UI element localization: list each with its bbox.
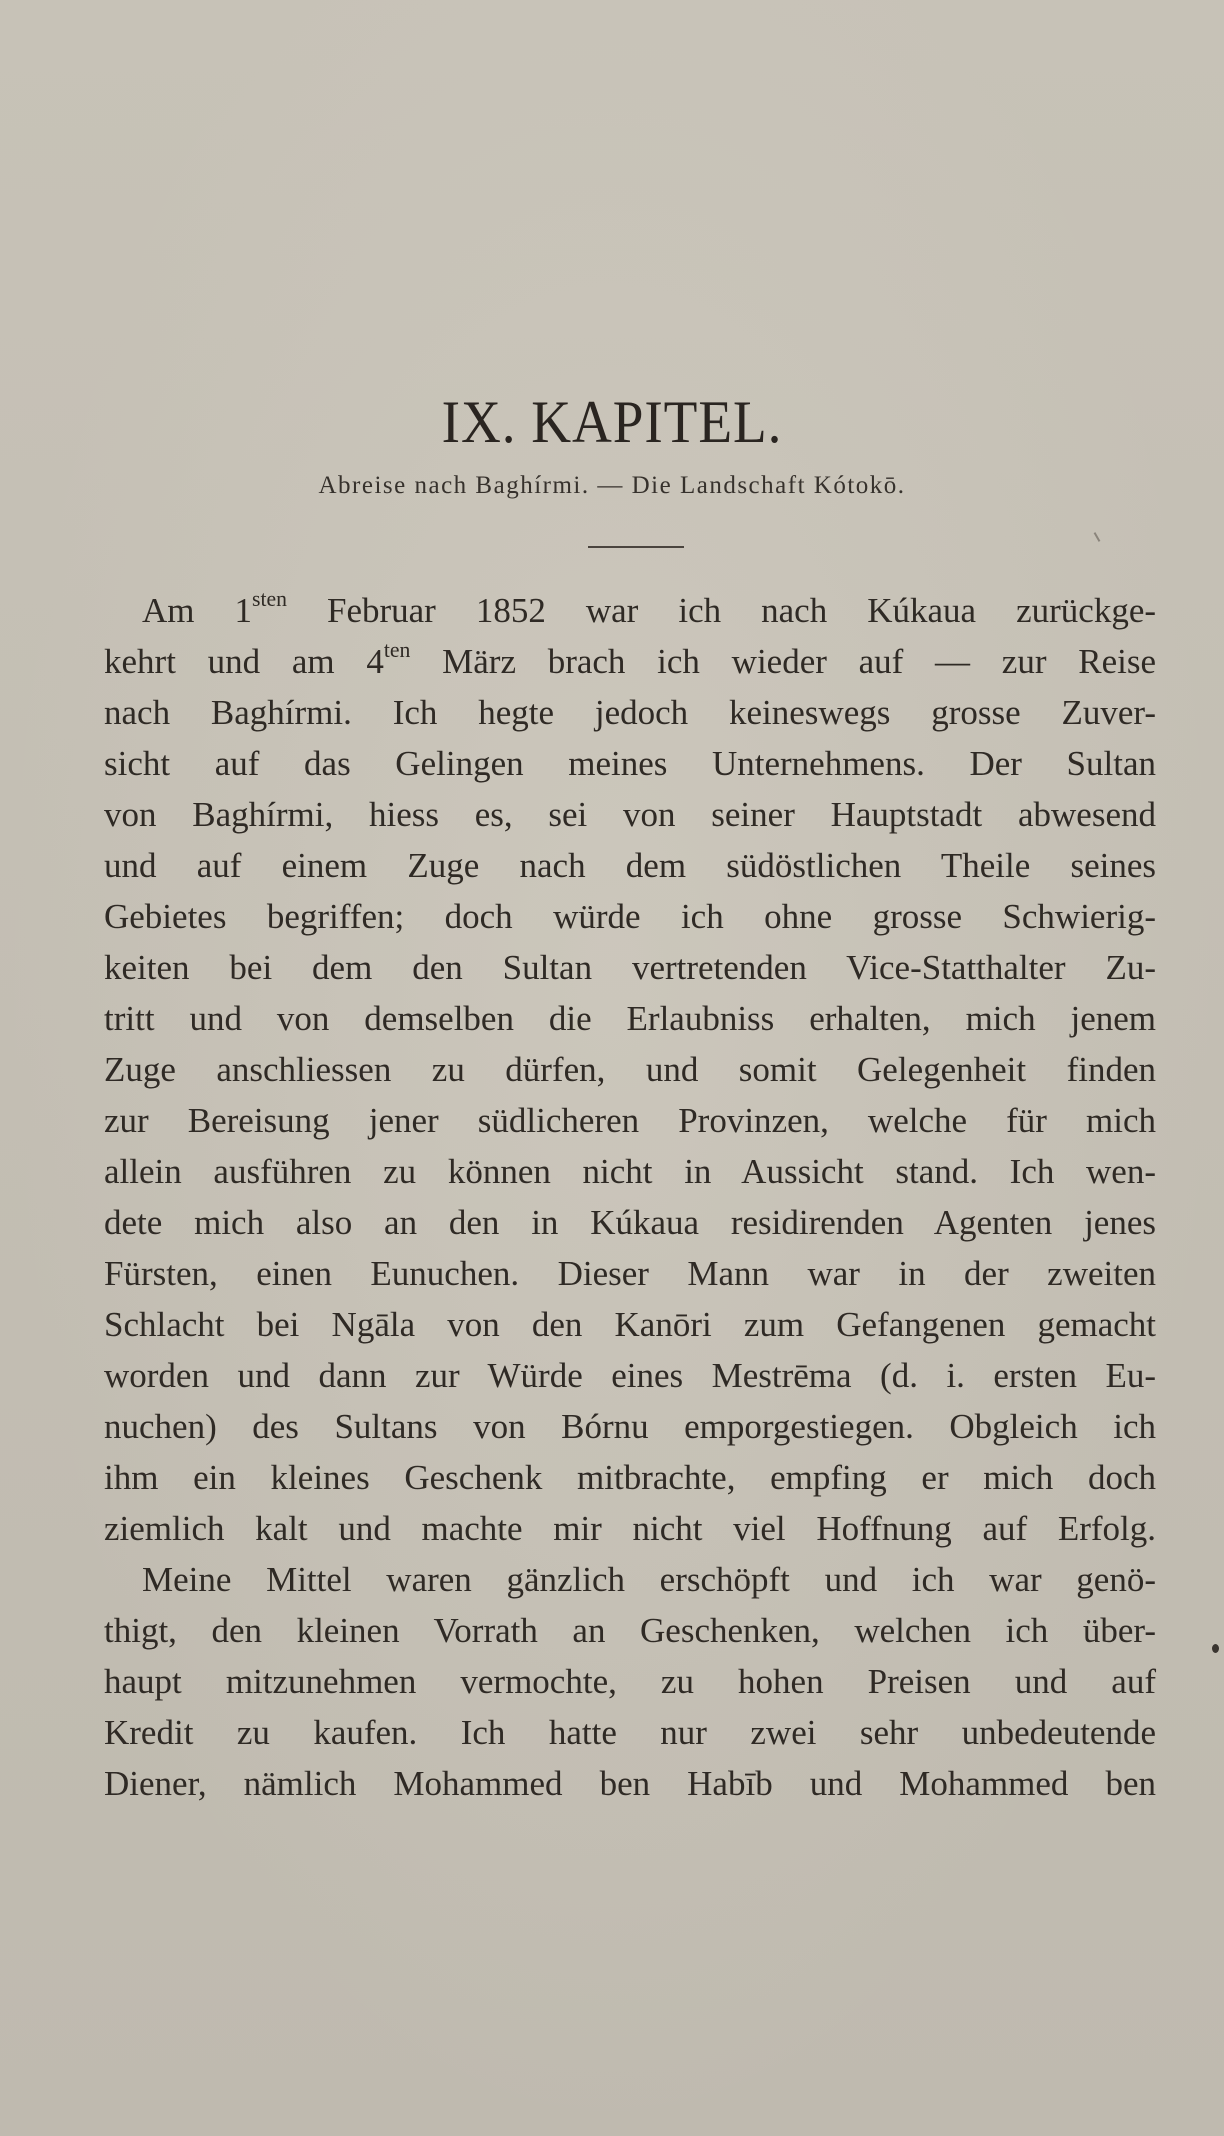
text-fragment: März brach ich wieder auf — zur Reise	[410, 642, 1156, 681]
body-text	[104, 585, 1156, 1809]
text-line: zur Bereisung jener südlicheren Provinzen, welche für mich	[104, 1101, 1156, 1140]
chapter-title: IX. KAPITEL.	[441, 389, 783, 455]
text-line: thigt, den kleinen Vorrath an Geschenken, welchen ich über-	[104, 1611, 1156, 1650]
text-line: keiten bei dem den Sultan vertretenden Vice-Statthalter Zu-	[104, 948, 1156, 987]
text-line: haupt mitzunehmen vermochte, zu hohen Preisen und auf	[104, 1662, 1156, 1701]
text-line: ziemlich kalt und machte mir nicht viel Hoffnung auf Erfolg.	[104, 1509, 1156, 1548]
text-line: sicht auf das Gelingen meines Unternehmens. Der Sultan	[104, 744, 1156, 783]
text-line: ihm ein kleines Geschenk mitbrachte, empfing er mich doch	[104, 1458, 1156, 1497]
text-fragment: Februar 1852 war ich nach Kúkaua zurückge-	[286, 591, 1157, 630]
text-fragment: Am 1	[142, 591, 253, 630]
text-line: und auf einem Zuge nach dem südöstlichen Theile seines	[104, 846, 1156, 885]
text-line: worden und dann zur Würde eines Mestrēma (d. i. ersten Eu-	[104, 1356, 1156, 1395]
text-line: tritt und von demselben die Erlaubniss erhalten, mich jenem	[104, 999, 1156, 1038]
text-line	[104, 585, 1156, 636]
paper-speck	[1094, 532, 1101, 542]
text-line: Gebietes begriffen; doch würde ich ohne grosse Schwierig-	[104, 897, 1156, 936]
text-line: allein ausführen zu können nicht in Aussicht stand. Ich wen-	[104, 1152, 1156, 1191]
text-line: Kredit zu kaufen. Ich hatte nur zwei sehr unbedeutende	[104, 1713, 1156, 1752]
text-line: Fürsten, einen Eunuchen. Dieser Mann war in der zweiten	[104, 1254, 1156, 1293]
text-line: dete mich also an den in Kúkaua residirenden Agenten jenes	[104, 1203, 1156, 1242]
text-line: nuchen) des Sultans von Bórnu emporgestiegen. Obgleich ich	[104, 1407, 1156, 1446]
superscript: sten	[252, 587, 287, 612]
text-line: Diener, nämlich Mohammed ben Habīb und Mohammed ben	[104, 1764, 1156, 1803]
section-divider	[588, 546, 684, 548]
text-line: von Baghírmi, hiess es, sei von seiner Hauptstadt abwesend	[104, 795, 1156, 834]
text-line: Schlacht bei Ngāla von den Kanōri zum Gefangenen gemacht	[104, 1305, 1156, 1344]
text-line: nach Baghírmi. Ich hegte jedoch keineswegs grosse Zuver-	[104, 693, 1156, 732]
text-line: Zuge anschliessen zu dürfen, und somit Gelegenheit finden	[104, 1050, 1156, 1089]
text-line: Meine Mittel waren gänzlich erschöpft und ich war genö-	[142, 1560, 1156, 1599]
superscript: ten	[383, 638, 411, 663]
text-line	[104, 636, 1156, 687]
chapter-subtitle: Abreise nach Baghírmi. — Die Landschaft Kótokō.	[318, 472, 906, 499]
margin-dot	[1212, 1644, 1219, 1653]
text-fragment: kehrt und am 4	[104, 642, 384, 681]
